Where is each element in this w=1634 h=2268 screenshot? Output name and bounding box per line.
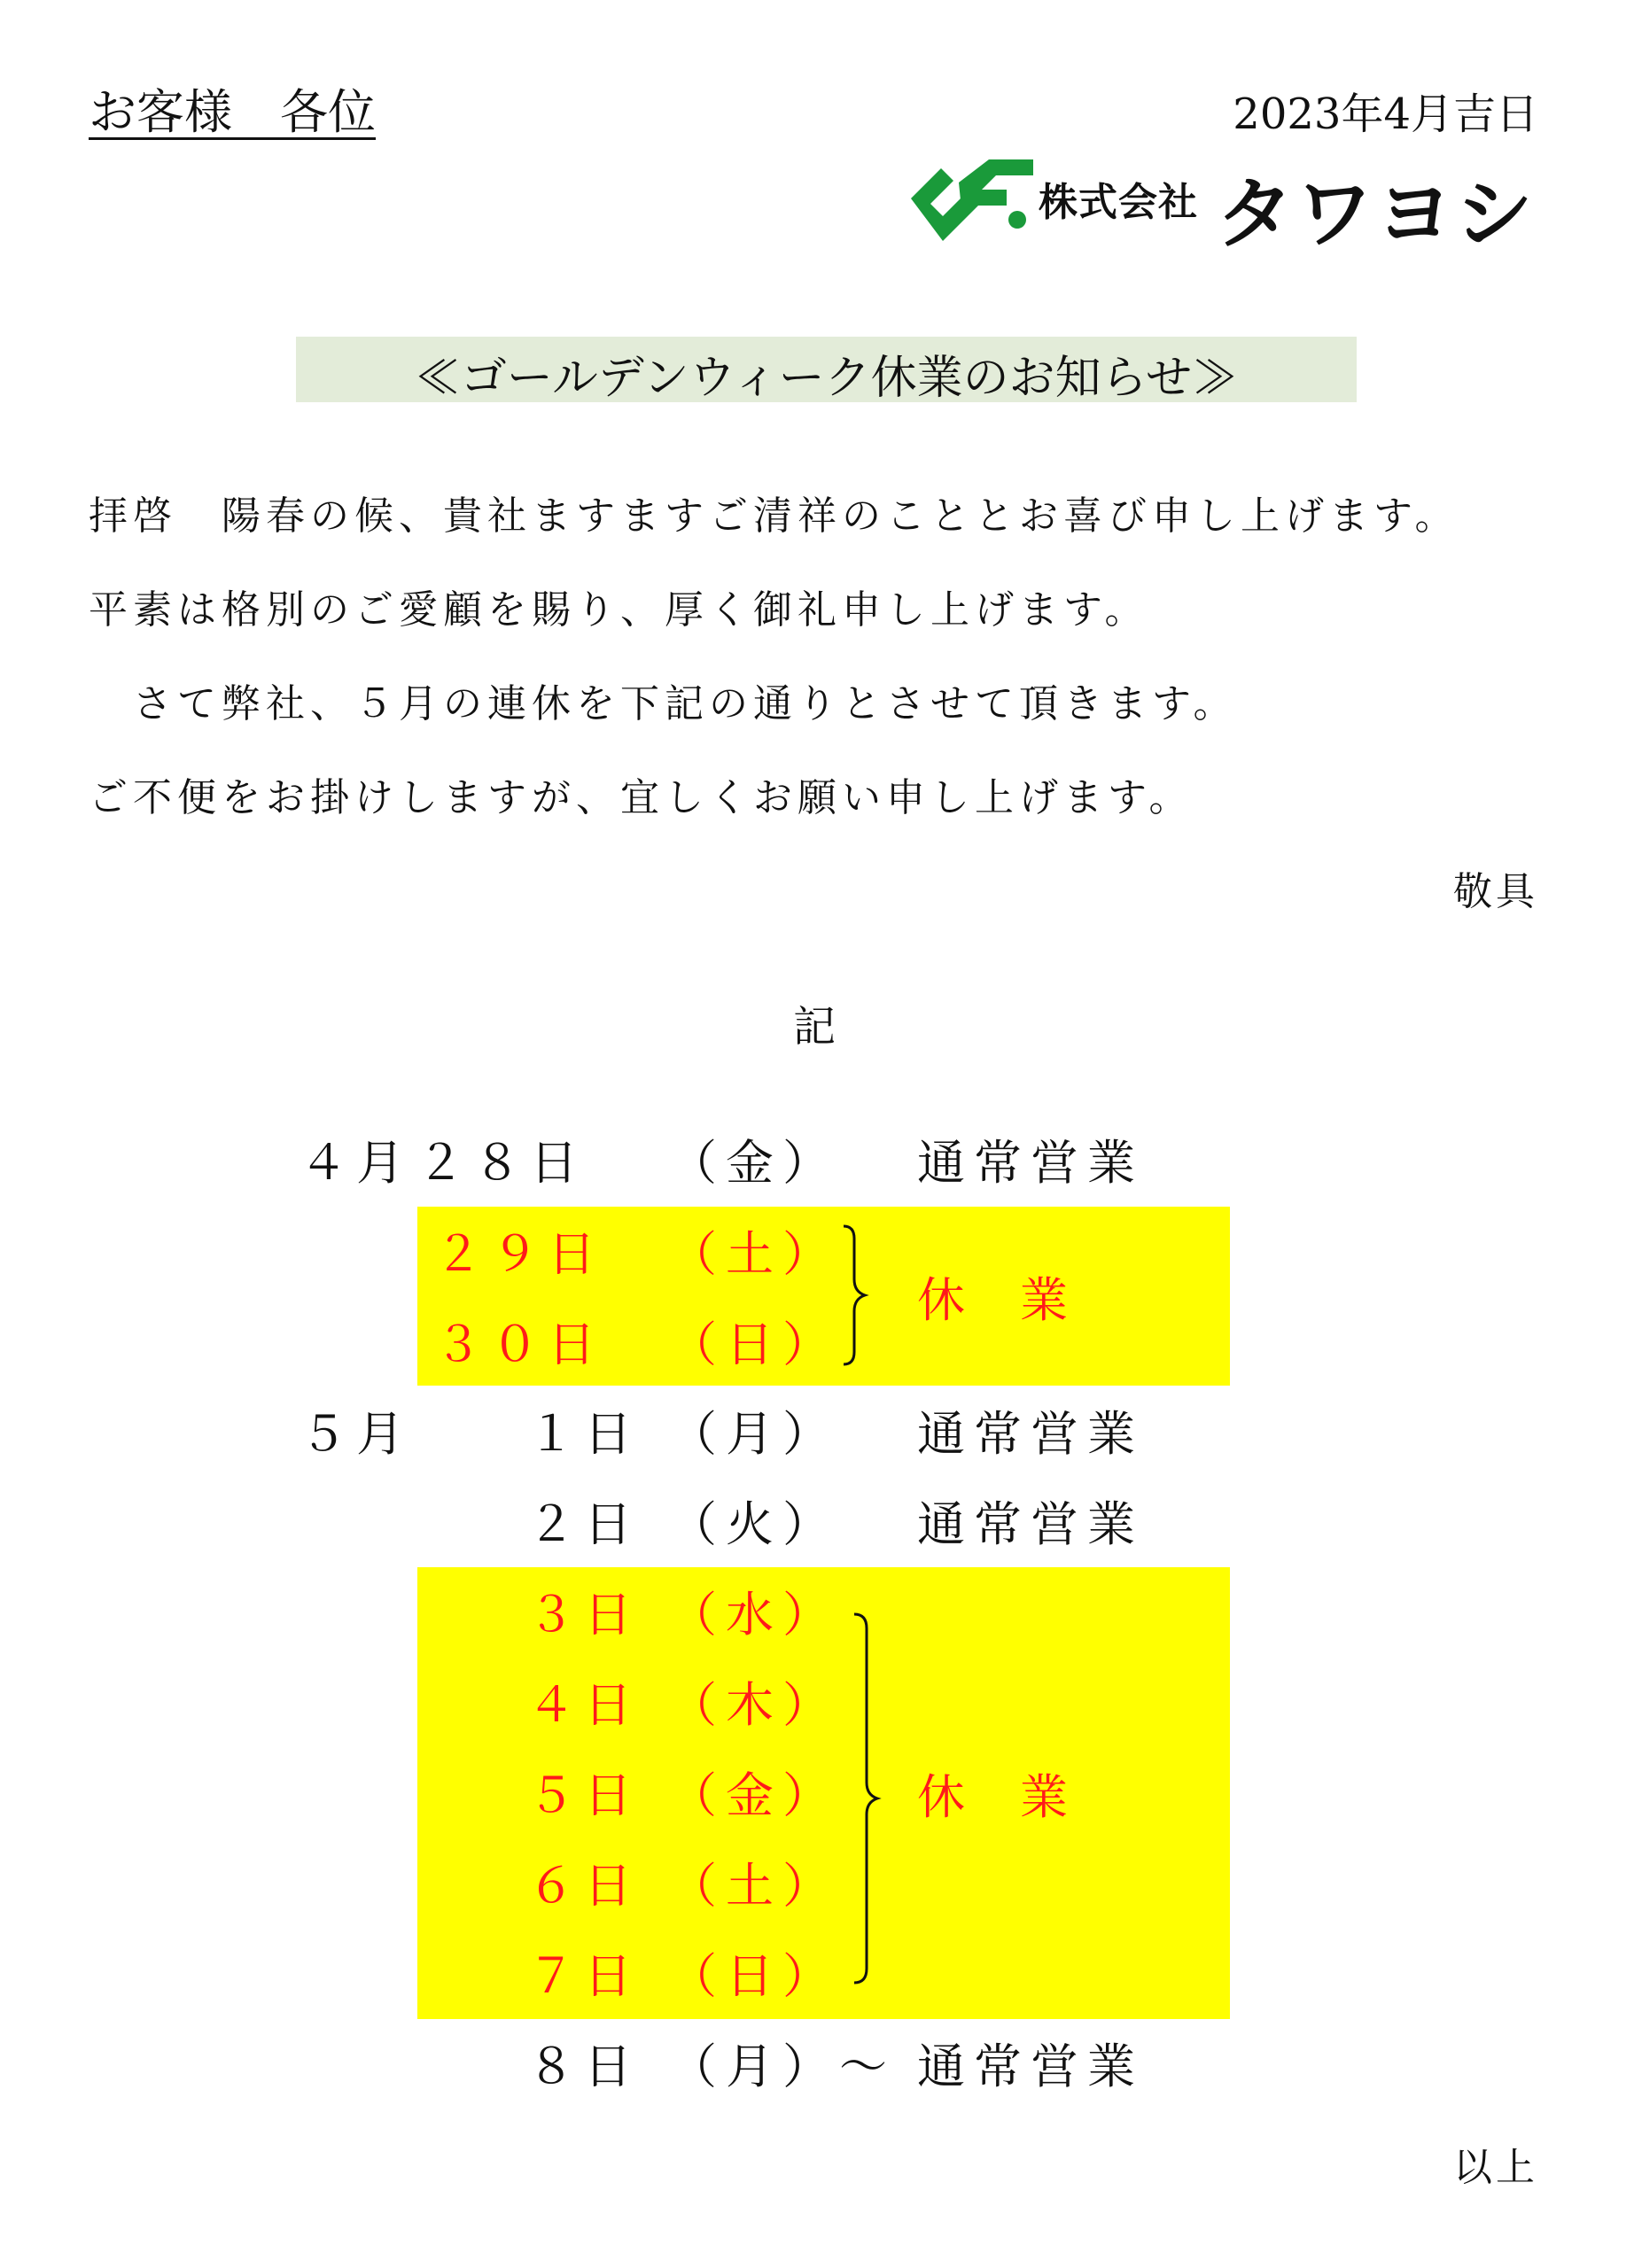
company-logo xyxy=(904,156,1542,260)
schedule-weekday: （月）〜 xyxy=(669,2039,896,2094)
ki-heading: 記 xyxy=(793,1002,836,1052)
closing-text: 以上 xyxy=(1453,2145,1538,2190)
schedule-day: ４日 xyxy=(527,1677,641,1733)
schedule-weekday: （金） xyxy=(669,1767,839,1823)
schedule-weekday: （金） xyxy=(669,1135,839,1191)
body-paragraph-4: ご不便をお掛けしますが、宜しくお願い申し上げます。 xyxy=(89,775,1194,820)
schedule-status: 通常営業 xyxy=(917,1496,1144,1552)
schedule-day: ５日 xyxy=(527,1767,641,1823)
month-april: ４月 xyxy=(300,1135,413,1191)
schedule-weekday: （火） xyxy=(669,1496,839,1552)
schedule-weekday: （木） xyxy=(669,1677,839,1733)
closed-label-2: 休 業 xyxy=(917,1769,1071,1825)
body-paragraph-3: さて弊社、５月の連休を下記の通りとさせて頂きます。 xyxy=(89,681,1238,726)
schedule-day: ３日 xyxy=(527,1587,641,1643)
brace-2 xyxy=(847,1612,883,1984)
schedule-weekday: （日） xyxy=(669,1948,839,2004)
company-name: タワヨシ xyxy=(1216,168,1536,260)
schedule-status: 通常営業 xyxy=(917,1135,1144,1191)
schedule-day: ２日 xyxy=(527,1496,641,1552)
schedule-status: 通常営業 xyxy=(917,2039,1144,2094)
keigu: 敬具 xyxy=(1453,869,1538,914)
body-paragraph-1: 拝啓 陽春の候、貴社ますますご清祥のこととお喜び申し上げます。 xyxy=(89,493,1459,539)
notice-title: ≪ゴールデンウィーク休業のお知らせ≫ xyxy=(414,352,1239,405)
schedule-day: ２８日 xyxy=(416,1135,587,1191)
closed-label-1: 休 業 xyxy=(917,1272,1071,1328)
brace-1 xyxy=(836,1224,872,1366)
month-may: ５月 xyxy=(300,1406,413,1462)
schedule-day: ７日 xyxy=(527,1948,641,2004)
schedule-day: ６日 xyxy=(527,1858,641,1914)
schedule-weekday: （水） xyxy=(669,1587,839,1643)
schedule-day: ２９日 xyxy=(434,1226,604,1282)
schedule-status: 通常営業 xyxy=(917,1406,1144,1462)
schedule-day: ３０日 xyxy=(434,1317,604,1372)
document-date: 2023年4月吉日 xyxy=(1233,89,1538,139)
schedule-day: ８日 xyxy=(527,2039,641,2094)
recipient: お客様 各位 xyxy=(89,84,376,140)
company-logo-mark-icon xyxy=(904,156,1037,245)
schedule-weekday: （日） xyxy=(669,1317,839,1372)
body-paragraph-2: 平素は格別のご愛顧を賜り、厚く御礼申し上げます。 xyxy=(89,587,1149,633)
schedule-weekday: （土） xyxy=(669,1858,839,1914)
schedule-day: １日 xyxy=(527,1406,641,1462)
schedule-weekday: （土） xyxy=(669,1226,839,1282)
schedule-weekday: （月） xyxy=(669,1406,839,1462)
company-kabushiki-text: 株式会社 xyxy=(1039,180,1198,225)
